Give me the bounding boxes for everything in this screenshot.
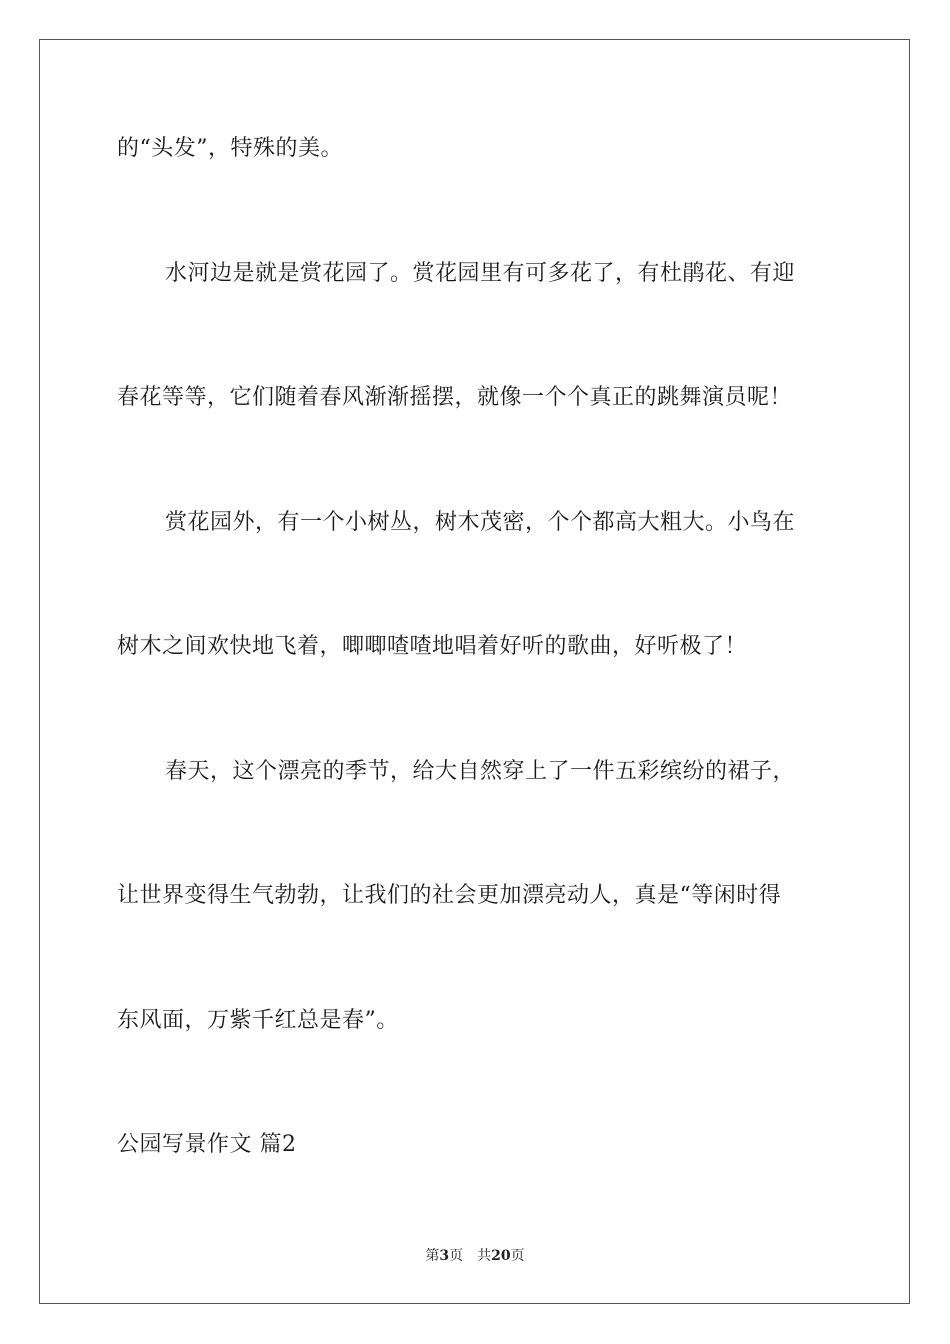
paragraph-line: 春天，这个漂亮的季节，给大自然穿上了一件五彩缤纷的裙子， [165,759,796,784]
paragraph-line: 的“头发”，特殊的美。 [117,136,343,161]
paragraph-line: 赏花园外，有一个小树丛，树木茂密，个个都高大粗大。小鸟在 [165,510,796,535]
paragraph-line: 东风面，万紫千红总是春”。 [117,1008,399,1033]
paragraph-line: 树木之间欢快地飞着，唧唧喳喳地唱着好听的歌曲，好听极了！ [117,634,748,659]
paragraph-line: 水河边是就是赏花园了。赏花园里有可多花了，有杜鹃花、有迎 [165,261,796,286]
page-footer [0,1246,950,1266]
total-suffix: 页 [510,1248,525,1264]
page-number: 3 [439,1248,450,1264]
page-suffix: 页 [449,1248,464,1264]
section-heading: 公园写景作文 篇2 [117,1132,297,1157]
page-border [39,39,910,1304]
paragraph-line: 让世界变得生气勃勃，让我们的社会更加漂亮动人，真是“等闲时得 [117,883,782,908]
page-prefix: 第 [425,1248,440,1264]
total-prefix: 共 [477,1248,492,1264]
total-pages: 20 [491,1248,511,1264]
paragraph-line: 春花等等，它们随着春风渐渐摇摆，就像一个个真正的跳舞演员呢！ [117,385,793,410]
